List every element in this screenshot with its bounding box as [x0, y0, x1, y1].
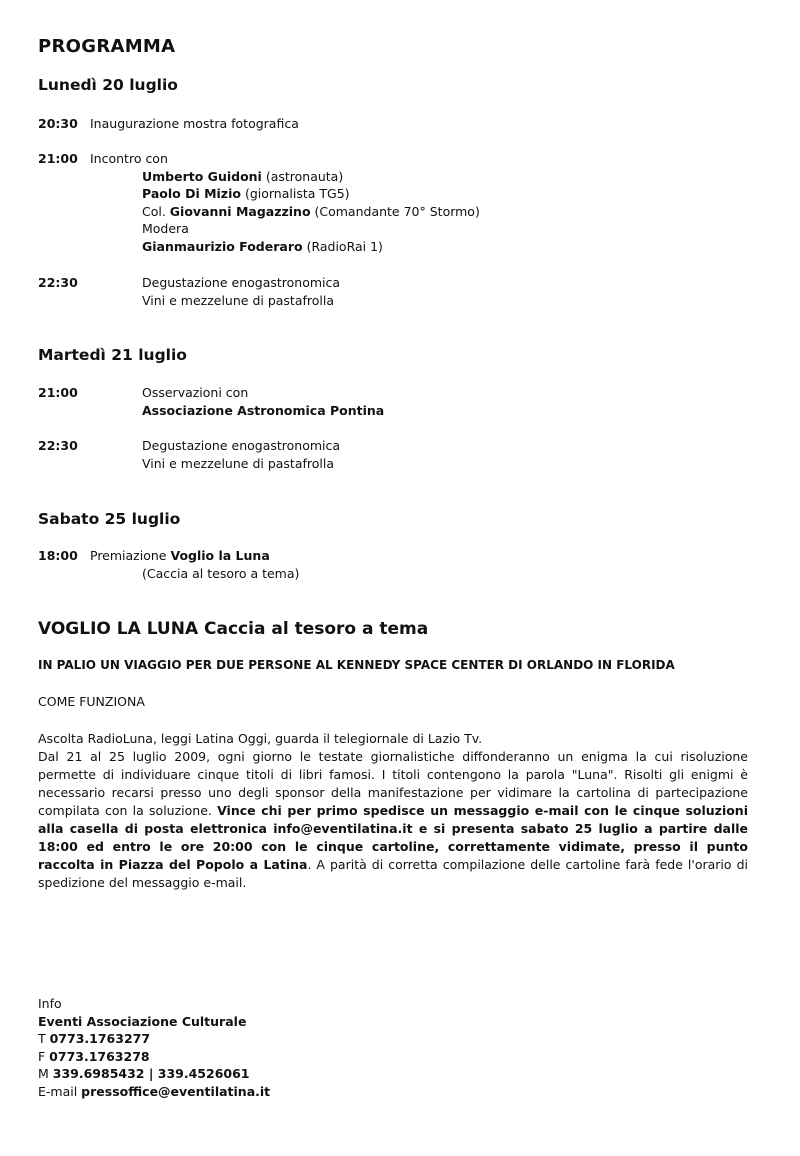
email-prefix: E-mail [38, 1083, 82, 1099]
event-description: Incontro con [90, 151, 168, 166]
guest-role: (Comandante 70° Stormo) [310, 204, 480, 219]
contest-rules [38, 730, 748, 892]
day-heading-monday: Lunedì 20 luglio [38, 76, 178, 94]
mobile-numbers: 339.6985432 | 339.4526061 [52, 1066, 250, 1081]
programme-title: PROGRAMMA [38, 36, 176, 57]
event-description: Associazione Astronomica Pontina [142, 403, 385, 418]
guest-entry [142, 204, 480, 219]
event-time: 22:30 [38, 275, 78, 290]
contest-heading: VOGLIO LA LUNA Caccia al tesoro a tema [38, 619, 429, 639]
event-time: 20:30 [38, 116, 78, 131]
moderator-label: Modera [142, 221, 189, 236]
event-description: Degustazione enogastronomica [142, 438, 341, 453]
guest-name: Giovanni Magazzino [169, 204, 311, 219]
email-line [38, 1083, 270, 1101]
phone-line [38, 1030, 270, 1048]
day-heading-tuesday: Martedì 21 luglio [38, 346, 187, 364]
contact-info [38, 995, 270, 1100]
fax-line [38, 1048, 270, 1066]
event-time: 22:30 [38, 438, 78, 453]
event-description: Inaugurazione mostra fotografica [90, 116, 299, 131]
event-description [90, 548, 270, 563]
guest-role: (astronauta) [261, 169, 344, 184]
guest-name: Umberto Guidoni [142, 169, 262, 184]
phone-prefix: T [38, 1031, 50, 1046]
guest-role: (giornalista TG5) [240, 186, 350, 201]
event-description: Vini e mezzelune di pastafrolla [142, 293, 335, 308]
guest-name: Gianmaurizio Foderaro [142, 239, 303, 254]
info-label: Info [38, 996, 62, 1011]
mobile-line [38, 1065, 270, 1083]
fax-prefix: F [38, 1048, 50, 1064]
event-description: Vini e mezzelune di pastafrolla [142, 456, 335, 471]
contest-body-text: Dal 21 al 25 luglio 2009, ogni giorno le testate giornalistiche diffonderanno un enigma la cui risoluzione permette di individuare cinque titoli di libri famosi. I titoli contengono la parola "Luna". Risolti gli enigmi è necessario recarsi presso uno degli sponsor della manifestazione per vidimare la cartolina di partecipazione compilata con la soluzione. [38, 749, 748, 818]
contest-intro-line: Ascolta RadioLuna, leggi Latina Oggi, guarda il telegiornale di Lazio Tv. [38, 731, 483, 746]
guest-title: Col. [142, 204, 170, 219]
event-time: 21:00 [38, 385, 78, 400]
event-description: Degustazione enogastronomica [142, 275, 341, 290]
contest-prize: IN PALIO UN VIAGGIO PER DUE PERSONE AL KENNEDY SPACE CENTER DI ORLANDO IN FLORIDA [38, 658, 675, 672]
guest-entry [142, 186, 350, 201]
mobile-prefix: M [38, 1066, 53, 1081]
contest-body [38, 748, 748, 892]
how-it-works-label: COME FUNZIONA [38, 694, 145, 709]
event-time: 21:00 [38, 151, 78, 166]
event-time: 18:00 [38, 548, 78, 563]
event-description: Osservazioni con [142, 385, 249, 400]
phone-number: 0773.1763277 [49, 1031, 151, 1046]
guest-name: Paolo Di Mizio [142, 186, 241, 201]
event-name: Voglio la Luna [170, 548, 270, 563]
fax-number: 0773.1763278 [49, 1048, 150, 1064]
email-address: pressoffice@eventilatina.it [81, 1083, 271, 1099]
contest-body-highlight: Vince chi per primo spedisce un messaggio e-mail con le cinque soluzioni alla casella di posta elettronica info@eventilatina.it e si presenta sabato 25 luglio a partire dalle 18:00 ed entro le ore 20:00 con le cinque cartoline, correttamente vidimate, presso il punto raccolta in Piazza del Popolo a Latina [38, 803, 748, 872]
event-description: (Caccia al tesoro a tema) [142, 566, 300, 581]
guest-role: (RadioRai 1) [302, 239, 383, 254]
guest-entry [142, 169, 343, 184]
contest-body-end: . A parità di corretta compilazione delle cartoline farà fede l'orario di spedizione del messaggio e-mail. [38, 857, 748, 890]
day-heading-saturday: Sabato 25 luglio [38, 510, 181, 528]
guest-entry [142, 239, 383, 254]
event-prefix: Premiazione [90, 548, 171, 563]
organization-name: Eventi Associazione Culturale [38, 1013, 247, 1029]
